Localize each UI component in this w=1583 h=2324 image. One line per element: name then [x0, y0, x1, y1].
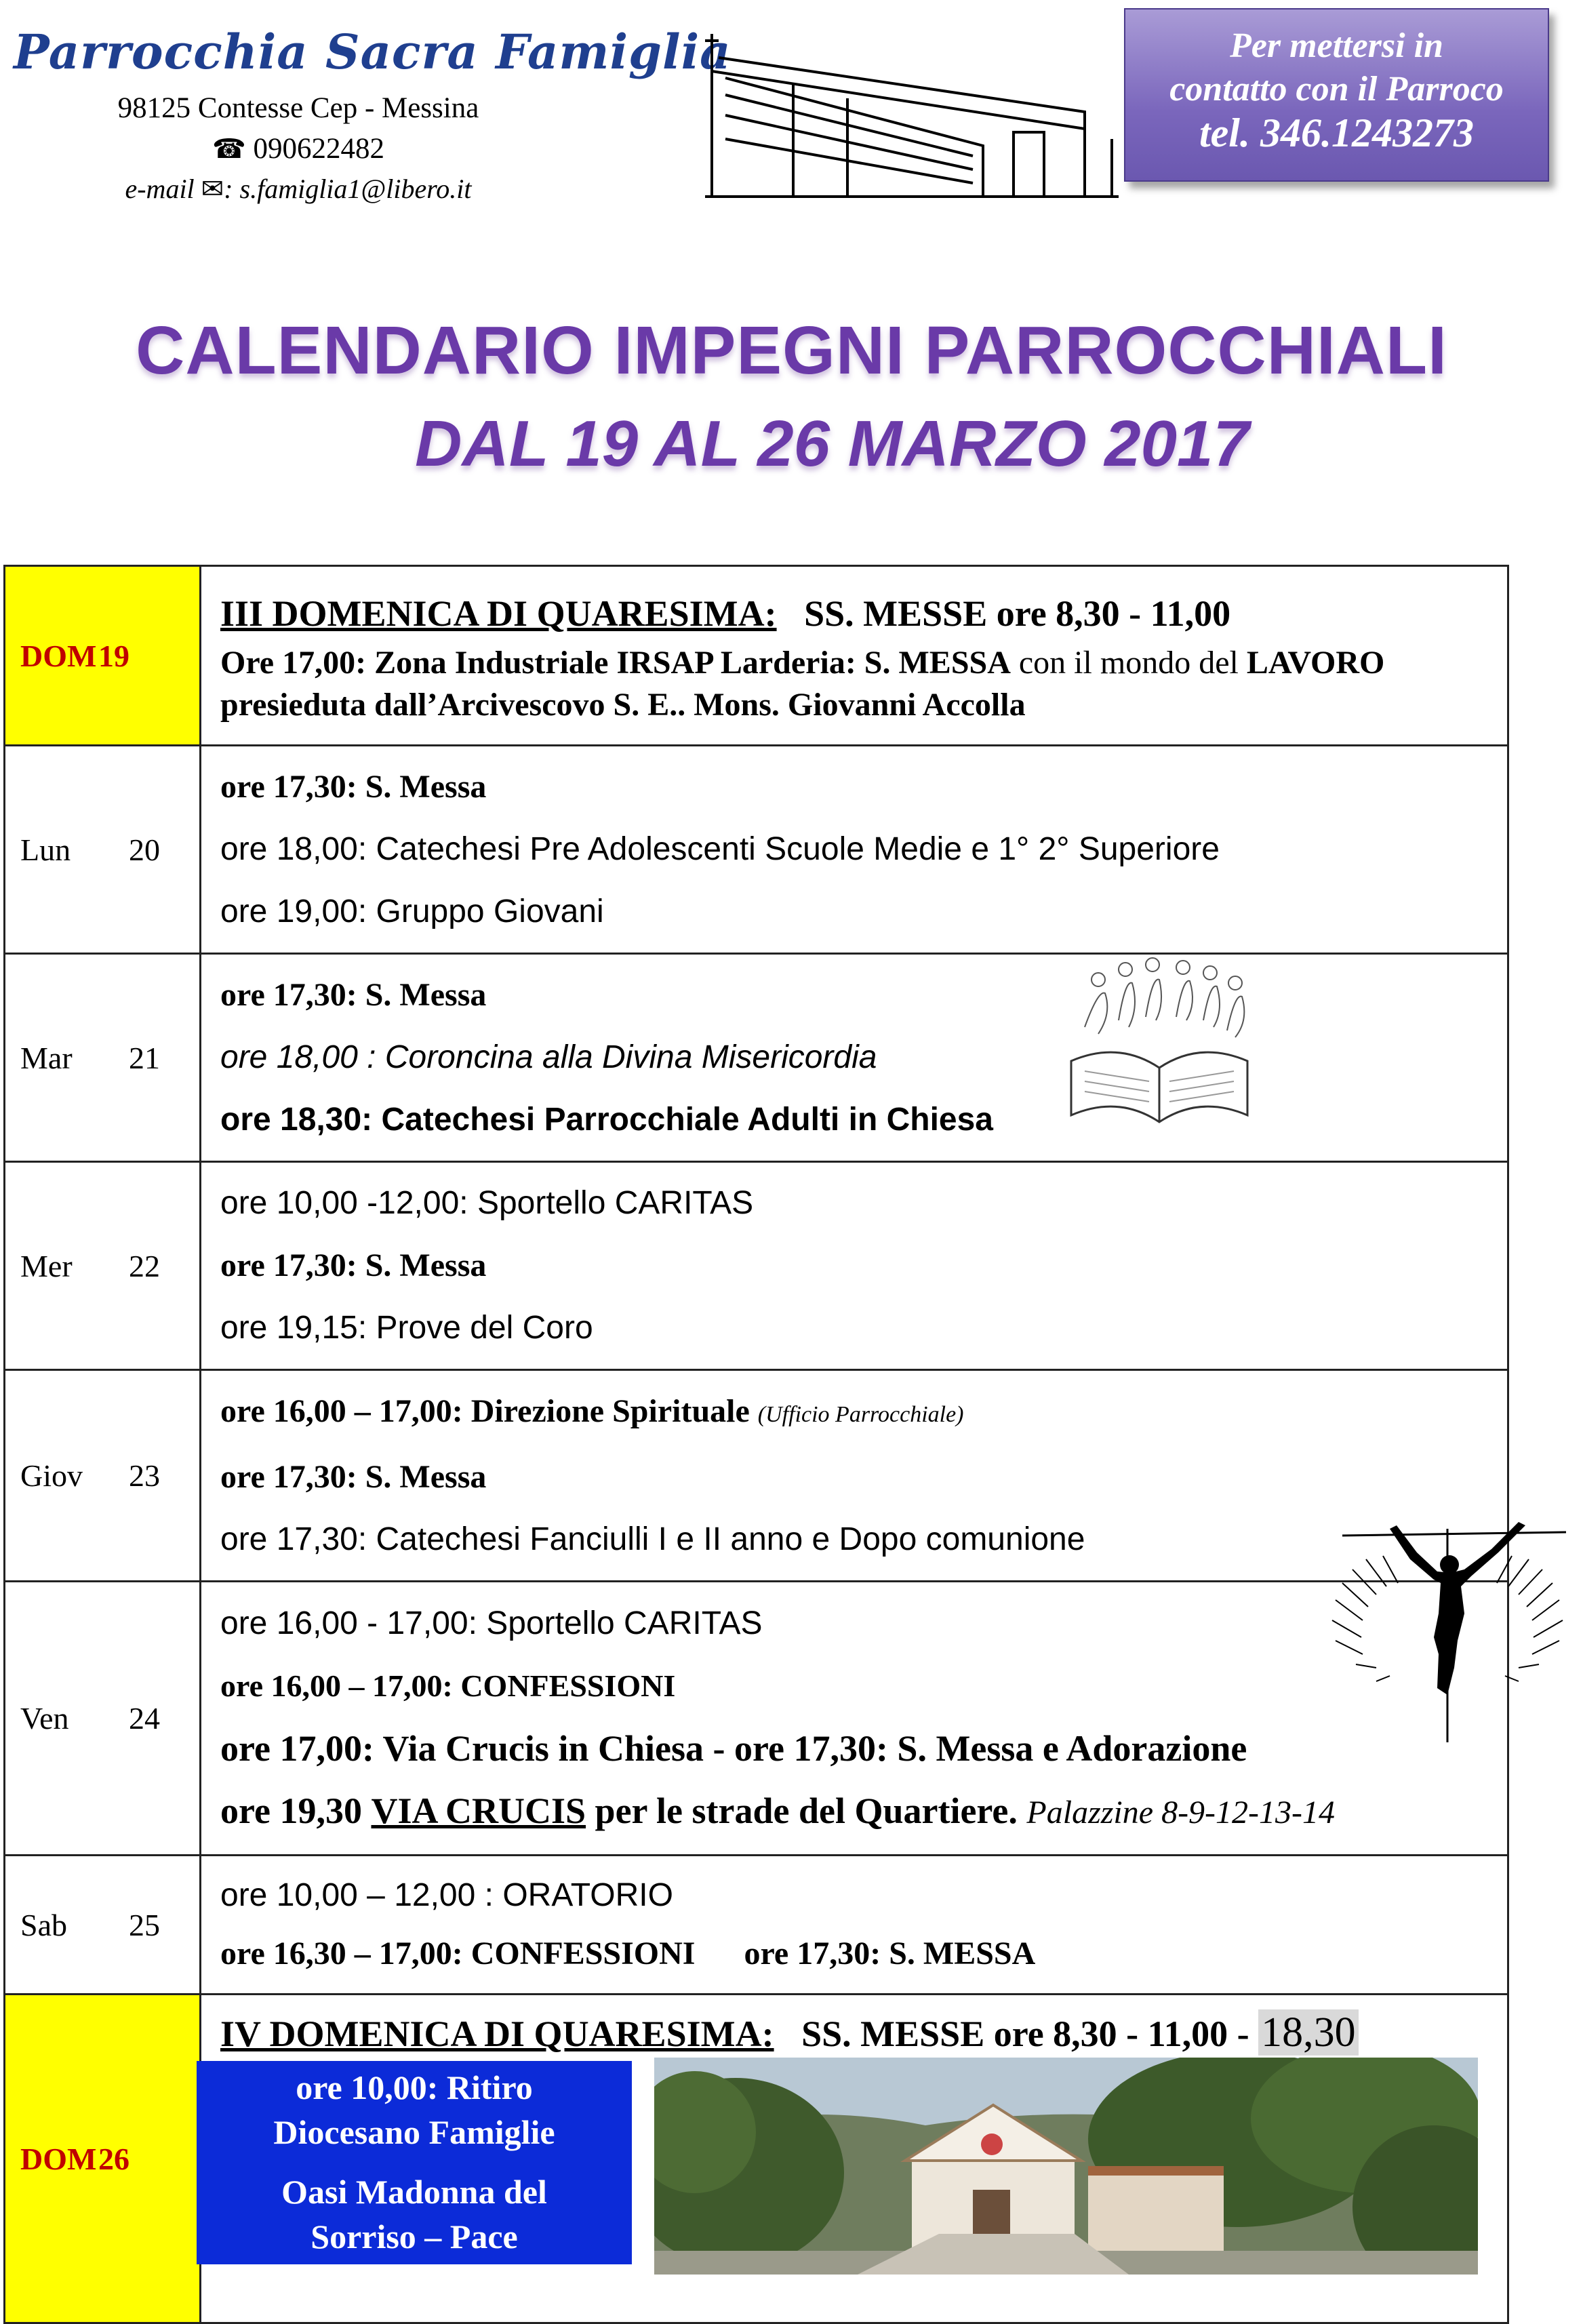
- event-line: ore 10,00 -12,00: Sportello CARITAS: [220, 1185, 754, 1221]
- event-line-text: con il mondo del: [1018, 645, 1239, 681]
- event-title: III DOMENICA DI QUARESIMA:: [220, 593, 777, 634]
- day-events: [201, 1162, 1508, 1370]
- day-events: [201, 1370, 1508, 1582]
- event-line-work: LAVORO: [1246, 645, 1385, 681]
- day-cell: [5, 1162, 201, 1370]
- table-row: [5, 566, 1508, 746]
- event-via-crucis: VIA CRUCIS: [371, 1790, 586, 1831]
- day-name: DOM: [20, 638, 97, 673]
- contact-line-1: Per mettersi in: [1230, 26, 1443, 65]
- event-line: ore 17,00: Via Crucis in Chiesa - ore 17,30: S. Messa e Adorazione: [220, 1728, 1247, 1769]
- day-number: 19: [98, 638, 129, 673]
- bible-illustration: [1058, 953, 1261, 1142]
- parish-name: Parrocchia Sacra Famiglia: [14, 24, 732, 80]
- day-number: 26: [98, 2141, 129, 2176]
- day-name: Giov: [20, 1458, 83, 1493]
- event-line: ore 17,30: Catechesi Fanciulli I e II anno e Dopo comunione: [220, 1521, 1085, 1557]
- day-cell: [5, 954, 201, 1162]
- event-highlight-time: 18,30: [1258, 2009, 1359, 2056]
- day-cell: [5, 1370, 201, 1582]
- church-photo: [654, 2058, 1478, 2275]
- event-line: ore 16,00 – 17,00: CONFESSIONI: [220, 1668, 676, 1703]
- day-name: Sab: [20, 1907, 67, 1942]
- day-cell: [5, 1582, 201, 1856]
- day-name: DOM: [20, 2141, 97, 2176]
- page-title: CALENDARIO IMPEGNI PARROCCHIALI: [136, 313, 1447, 388]
- day-number: 21: [129, 1040, 160, 1075]
- day-number: 25: [129, 1907, 160, 1942]
- crucifix-illustration: [1322, 1519, 1573, 1742]
- retreat-line-4: Sorriso – Pace: [310, 2218, 518, 2256]
- page-subtitle: DAL 19 AL 26 MARZO 2017: [415, 407, 1249, 480]
- event-line: ore 17,30: S. Messa: [220, 1247, 487, 1283]
- event-line: ore 10,00 – 12,00 : ORATORIO: [220, 1877, 673, 1913]
- day-cell: [5, 1995, 201, 2323]
- church-logo: [705, 31, 1125, 200]
- parish-phone-line: [34, 132, 563, 165]
- event-line: ore 19,30: [220, 1790, 362, 1831]
- event-line: ore 17,30: S. Messa: [220, 769, 487, 805]
- event-line: ore 16,00 - 17,00: Sportello CARITAS: [220, 1605, 763, 1641]
- event-note: (Ufficio Parrocchiale): [757, 1402, 964, 1427]
- event-title: IV DOMENICA DI QUARESIMA:: [220, 2014, 774, 2054]
- table-row: [5, 1856, 1508, 1995]
- table-row: [5, 954, 1508, 1162]
- retreat-box: [197, 2061, 632, 2264]
- table-row: [5, 1370, 1508, 1582]
- day-cell: [5, 566, 201, 746]
- event-line: ore 17,30: S. Messa: [220, 977, 487, 1013]
- event-line-mass: ore 17,30: S. MESSA: [744, 1936, 1036, 1971]
- day-events: [201, 1582, 1508, 1856]
- event-line: ore 16,00 – 17,00: Direzione Spirituale: [220, 1393, 750, 1429]
- contact-box: [1124, 8, 1549, 182]
- table-row: [5, 1582, 1508, 1856]
- retreat-line-1: ore 10,00: Ritiro: [296, 2068, 533, 2106]
- table-row: [5, 746, 1508, 954]
- parish-email-line: [34, 173, 563, 205]
- envelope-icon: ✉: [201, 174, 224, 204]
- day-number: 23: [129, 1458, 160, 1493]
- event-line-text: per le strade del Quartiere.: [595, 1790, 1018, 1831]
- day-number: 22: [129, 1248, 160, 1283]
- contact-phone: tel. 346.1243273: [1199, 111, 1474, 155]
- day-name: Lun: [20, 832, 71, 867]
- parish-address: 98125 Contesse Cep - Messina: [117, 92, 479, 124]
- retreat-line-3: Oasi Madonna del: [281, 2173, 547, 2211]
- email-label: e-mail: [125, 174, 195, 204]
- day-number: 20: [129, 832, 160, 867]
- day-name: Mer: [20, 1248, 73, 1283]
- phone-icon: ☎: [212, 134, 246, 164]
- day-events: [201, 746, 1508, 954]
- day-name: Mar: [20, 1040, 73, 1075]
- day-cell: [5, 746, 201, 954]
- event-line: Ore 17,00: Zona Industriale IRSAP Larderia: S. MESSA: [220, 645, 1011, 681]
- day-events: [201, 954, 1508, 1162]
- contact-line-2: contatto con il Parroco: [1169, 70, 1504, 108]
- event-line: ore 18,00: Catechesi Pre Adolescenti Scuole Medie e 1° 2° Superiore: [220, 831, 1220, 867]
- event-line: ore 19,00: Gruppo Giovani: [220, 894, 604, 929]
- day-name: Ven: [20, 1701, 69, 1736]
- table-row: [5, 1162, 1508, 1370]
- parish-email: : s.famiglia1@libero.it: [224, 174, 472, 204]
- event-line: ore 18,00 : Coroncina alla Divina Misericordia: [220, 1039, 877, 1075]
- day-events: [201, 566, 1508, 746]
- event-line: ore 19,15: Prove del Coro: [220, 1310, 593, 1346]
- event-masses: SS. MESSE ore 8,30 - 11,00: [804, 593, 1231, 634]
- retreat-line-2: Diocesano Famiglie: [273, 2113, 555, 2151]
- day-events: [201, 1856, 1508, 1995]
- event-note: Palazzine 8-9-12-13-14: [1026, 1795, 1335, 1830]
- event-line: ore 18,30: Catechesi Parrocchiale Adulti in Chiesa: [220, 1102, 993, 1138]
- event-line: ore 16,30 – 17,00: CONFESSIONI: [220, 1936, 696, 1971]
- event-line: presieduta dall’Arcivescovo S. E.. Mons. Giovanni Accolla: [220, 687, 1026, 723]
- day-cell: [5, 1856, 201, 1995]
- event-masses: SS. MESSE ore 8,30 - 11,00 -: [801, 2014, 1249, 2054]
- event-line: ore 17,30: S. Messa: [220, 1459, 487, 1495]
- parish-phone: 090622482: [253, 133, 385, 165]
- day-number: 24: [129, 1701, 160, 1736]
